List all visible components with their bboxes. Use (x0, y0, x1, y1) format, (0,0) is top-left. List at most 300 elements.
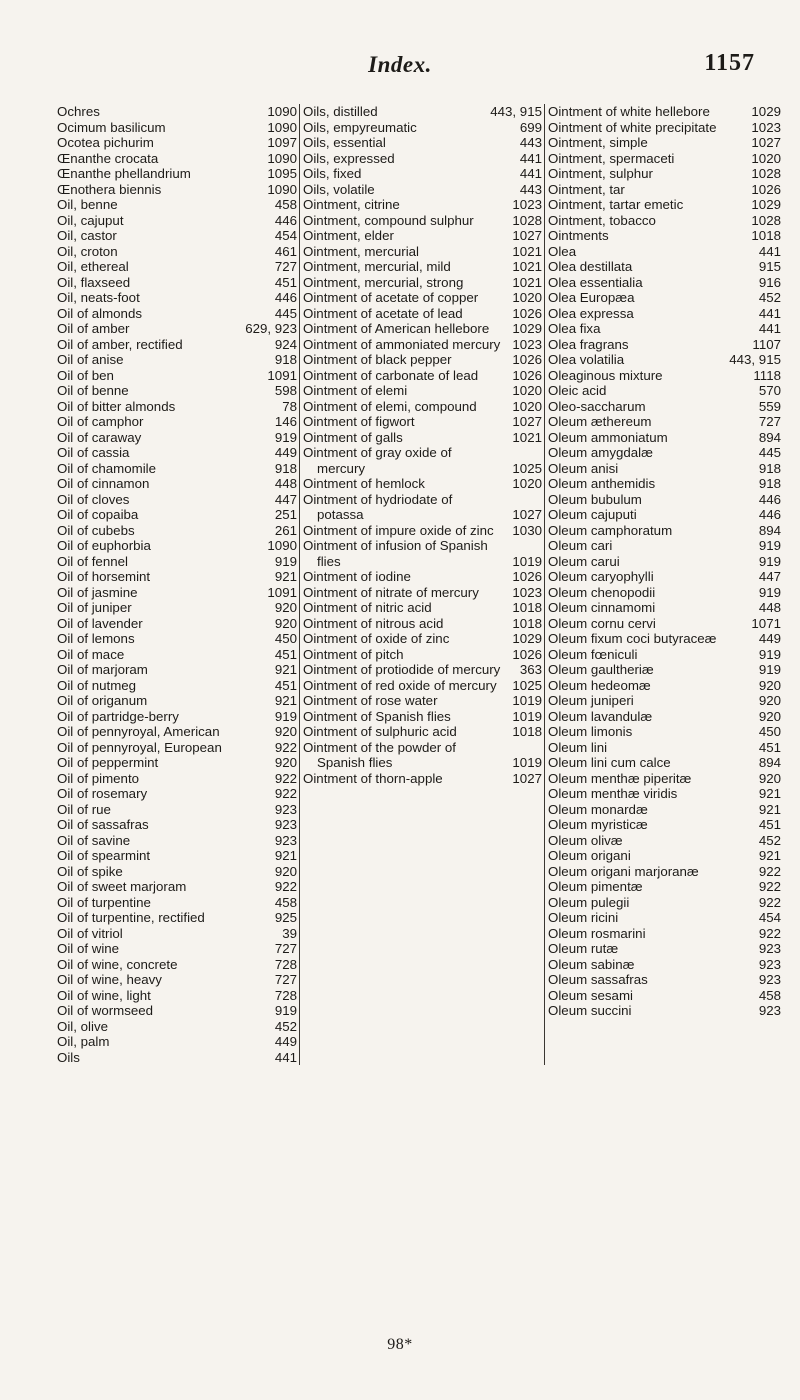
index-entry (303, 600, 542, 616)
index-page-ref: 39 (282, 925, 297, 941)
index-term: Oil of copaiba (57, 507, 139, 522)
index-page-ref: 1021 (512, 243, 542, 259)
index-page-ref: 1028 (751, 212, 781, 228)
index-term: Œnothera biennis (57, 181, 162, 197)
index-term: Ointment of gray oxide of mercury (303, 445, 452, 476)
index-term: Oleum origani marjoranæ (548, 863, 699, 879)
index-page-ref: 452 (274, 1018, 297, 1034)
index-term: Oil of peppermint (57, 755, 159, 770)
index-entry (57, 972, 297, 988)
index-term: Ointment, simple (548, 135, 648, 150)
index-page-ref: 448 (758, 600, 781, 615)
index-entry (57, 368, 297, 384)
index-entry (548, 631, 781, 647)
index-entry (548, 383, 781, 399)
index-term: Oil, castor (57, 228, 117, 243)
index-term: Oil, palm (57, 1034, 110, 1049)
index-page-ref: 1023 (751, 119, 781, 135)
index-page-ref: 1021 (512, 274, 542, 290)
index-term: Ointment of pitch (303, 646, 404, 662)
index-term: Ointment of nitric acid (303, 600, 432, 615)
index-page-ref: 919 (274, 708, 297, 724)
index-entry (303, 476, 542, 492)
index-entry (548, 290, 781, 306)
index-page-ref: 1027 (512, 414, 542, 429)
index-entry (57, 430, 297, 446)
index-term: Oleum monardæ (548, 801, 648, 817)
index-entry (548, 678, 781, 694)
index-entry (548, 910, 781, 926)
index-entry (548, 507, 781, 523)
index-page-ref: 921 (758, 801, 781, 817)
index-page-ref: 598 (274, 383, 297, 398)
index-page-ref: 924 (274, 336, 297, 352)
index-term: Oleum fœniculi (548, 646, 638, 662)
index-term: Oil of pimento (57, 770, 140, 786)
index-entry (548, 538, 781, 554)
index-term: Oils (57, 1049, 80, 1065)
index-page-ref: 1021 (512, 429, 542, 445)
index-entry (303, 740, 542, 771)
index-term: Ointment, mercurial, strong (303, 274, 464, 290)
index-page-ref: 922 (274, 739, 297, 755)
index-term: Oils, expressed (303, 150, 395, 166)
index-term: Oleum cari (548, 538, 613, 553)
index-term: Oil, benne (57, 197, 118, 212)
index-entry (303, 166, 542, 182)
index-term: Ointment of the powder of Spanish flies (303, 739, 456, 770)
index-page-ref: 922 (274, 786, 297, 801)
index-entry (57, 585, 297, 601)
index-term: Oleum æthereum (548, 414, 652, 429)
index-page-ref: 727 (274, 259, 297, 274)
index-term: Ointment of figwort (303, 414, 415, 429)
index-page-ref: 894 (758, 429, 781, 445)
index-term: Oil of origanum (57, 693, 148, 708)
index-term: Oil of pennyroyal, American (57, 724, 220, 739)
index-page-ref: 1027 (751, 135, 781, 150)
index-entry (57, 600, 297, 616)
index-term: Oil of nutmeg (57, 677, 137, 693)
index-term: Oil of rue (57, 801, 111, 817)
index-term: Oleum rosmarini (548, 925, 646, 941)
index-page-ref: 915 (758, 259, 781, 274)
index-entry (57, 755, 297, 771)
index-page-ref: 920 (758, 770, 781, 786)
signature-mark: 98* (387, 1336, 413, 1353)
index-page-ref: 1029 (751, 197, 781, 212)
index-entry (303, 492, 542, 523)
index-term: Oil of anise (57, 352, 124, 367)
index-page-ref: 451 (758, 739, 781, 755)
index-term: Oleum hedeomæ (548, 677, 651, 693)
index-term: Oil of benne (57, 383, 129, 398)
index-entry (303, 724, 542, 740)
index-page-ref: 1019 (512, 553, 542, 569)
index-page-ref: 1023 (512, 197, 542, 212)
index-entry (303, 569, 542, 585)
index-page-ref: 919 (274, 1003, 297, 1018)
index-term: Oil of wine, heavy (57, 972, 162, 987)
index-term: Oil of lavender (57, 615, 143, 631)
index-page-ref: 441 (758, 243, 781, 259)
index-page-ref: 920 (758, 708, 781, 724)
index-page-ref: 458 (758, 987, 781, 1003)
index-entry (57, 1003, 297, 1019)
index-term: Oil of turpentine, rectified (57, 910, 205, 925)
index-page-ref: 922 (758, 894, 781, 910)
index-term: Ointment of galls (303, 429, 403, 445)
index-entry (548, 755, 781, 771)
index-page-ref: 894 (758, 755, 781, 770)
index-page-ref: 1020 (512, 290, 542, 305)
index-entry (57, 414, 297, 430)
index-page-ref: 727 (758, 414, 781, 429)
index-page-ref: 1018 (512, 600, 542, 615)
index-entry (548, 259, 781, 275)
index-entry (548, 724, 781, 740)
index-term: Ointment of infusion of Spanish flies (303, 538, 488, 569)
index-term: Oleum limonis (548, 724, 633, 739)
index-term: Œnanthe crocata (57, 150, 159, 166)
index-entry (548, 461, 781, 477)
index-term: Oil of camphor (57, 414, 144, 429)
index-term: Oil of cloves (57, 491, 130, 507)
index-entry (548, 848, 781, 864)
index-entry (548, 399, 781, 415)
index-page-ref: 559 (758, 398, 781, 414)
index-entry (303, 182, 542, 198)
index-term: Oils, distilled (303, 104, 378, 119)
index-entry (303, 523, 542, 539)
index-term: Oil of fennel (57, 553, 128, 569)
index-term: Oil of lemons (57, 631, 135, 646)
index-term: Olea destillata (548, 259, 633, 274)
index-page-ref: 1020 (512, 383, 542, 398)
index-term: Olea (548, 243, 577, 259)
index-term: Ointment of acetate of lead (303, 305, 463, 321)
index-entry (548, 740, 781, 756)
index-page-ref: 458 (274, 894, 297, 910)
index-entry (57, 399, 297, 415)
index-page-ref: 1026 (512, 305, 542, 321)
index-term: Oil of mace (57, 646, 125, 662)
index-term: Oleum chenopodii (548, 584, 656, 600)
index-term: Ochres (57, 104, 100, 119)
index-term: Ointment, tar (548, 181, 625, 197)
index-page-ref: 916 (758, 274, 781, 290)
index-page-ref: 450 (758, 724, 781, 739)
index-entry (548, 569, 781, 585)
index-entry (303, 290, 542, 306)
index-entry (548, 244, 781, 260)
index-term: Oil of turpentine (57, 894, 151, 910)
index-entry (548, 352, 781, 368)
index-page-ref: 449 (274, 445, 297, 460)
index-page-ref: 443, 915 (490, 104, 542, 119)
index-entry (57, 197, 297, 213)
index-page-ref: 918 (758, 460, 781, 476)
index-entry (57, 151, 297, 167)
index-page-ref: 441 (758, 305, 781, 321)
index-page-ref: 451 (274, 677, 297, 693)
index-entry (57, 507, 297, 523)
index-entry (57, 740, 297, 756)
index-entry (57, 848, 297, 864)
index-term: Oil, flaxseed (57, 274, 131, 290)
index-entry (303, 693, 542, 709)
index-page-ref: 1026 (512, 646, 542, 662)
index-page-ref: 920 (274, 600, 297, 615)
index-page-ref: 454 (274, 228, 297, 243)
index-page-ref: 921 (274, 662, 297, 677)
index-entry (57, 879, 297, 895)
index-term: Oleo-saccharum (548, 398, 646, 414)
index-term: Oil of almonds (57, 305, 142, 321)
index-term: Oleum ricini (548, 910, 619, 925)
index-entry (57, 554, 297, 570)
index-entry (57, 647, 297, 663)
index-page-ref: 1091 (267, 584, 297, 600)
index-page-ref: 894 (758, 522, 781, 538)
index-term: Oleum bubulum (548, 491, 642, 507)
index-entry (57, 352, 297, 368)
index-term: Olea fragrans (548, 336, 629, 352)
index-term: Oil, neats-foot (57, 290, 140, 305)
index-term: Oil of bitter almonds (57, 398, 176, 414)
index-page-ref: 918 (274, 460, 297, 476)
index-term: Oleum pimentæ (548, 879, 643, 894)
index-term: Oleum lini cum calce (548, 755, 671, 770)
index-term: Ointment of white hellebore (548, 104, 710, 119)
index-entry (548, 817, 781, 833)
index-page-ref: 1020 (512, 398, 542, 414)
index-page-ref: 1091 (267, 367, 297, 383)
index-page-ref: 447 (758, 569, 781, 584)
index-entry (548, 879, 781, 895)
index-entry (548, 647, 781, 663)
index-page-ref: 446 (274, 212, 297, 228)
index-page-ref: 443 (519, 135, 542, 150)
index-entry (548, 476, 781, 492)
index-entry (303, 414, 542, 430)
index-page-ref: 1090 (267, 538, 297, 553)
index-page-ref: 363 (519, 662, 542, 677)
index-entry (548, 182, 781, 198)
index-page-ref: 1018 (751, 228, 781, 243)
index-entry (548, 337, 781, 353)
index-term: Oleum rutæ (548, 941, 619, 956)
index-term: Oil of marjoram (57, 662, 148, 677)
index-entry (57, 631, 297, 647)
index-page-ref: 921 (274, 693, 297, 708)
index-term: Oil of vitriol (57, 925, 123, 941)
index-page-ref: 1019 (512, 693, 542, 708)
index-entry (303, 104, 542, 120)
index-entry (548, 554, 781, 570)
index-entry (57, 476, 297, 492)
index-term: Oils, empyreumatic (303, 119, 417, 135)
index-term: Ointment of thorn-apple (303, 770, 443, 786)
index-term: Ointment of black pepper (303, 352, 452, 367)
index-entry (548, 430, 781, 446)
index-page-ref: 1020 (512, 476, 542, 491)
index-term: Oleum anthemidis (548, 476, 656, 491)
index-page-ref: 920 (274, 615, 297, 631)
index-page-ref: 454 (758, 910, 781, 925)
index-page-ref: 923 (274, 801, 297, 817)
index-term: Ointment, mercurial, mild (303, 259, 451, 274)
index-columns (57, 104, 783, 1065)
index-page-ref: 1118 (753, 367, 781, 383)
index-page-ref: 923 (274, 817, 297, 832)
index-term: Ointment of red oxide of mercury (303, 677, 497, 693)
index-term: Ointment of ammoniated mercury (303, 336, 501, 352)
index-entry (548, 104, 781, 120)
index-page-ref: 919 (758, 662, 781, 677)
index-entry (548, 321, 781, 337)
index-entry (548, 833, 781, 849)
index-term: Ointment, tartar emetic (548, 197, 684, 212)
index-entry (548, 213, 781, 229)
index-term: Oil of juniper (57, 600, 132, 615)
index-entry (303, 445, 542, 476)
index-entry (548, 926, 781, 942)
index-entry (57, 182, 297, 198)
index-page-ref: 452 (758, 290, 781, 305)
index-entry (303, 352, 542, 368)
index-term: Ointment, mercurial (303, 243, 420, 259)
index-entry (303, 213, 542, 229)
index-entry (57, 895, 297, 911)
index-term: Oleum olivæ (548, 832, 623, 848)
index-term: Oleum pulegii (548, 894, 630, 910)
index-entry (548, 306, 781, 322)
index-term: Œnanthe phellandrium (57, 166, 191, 181)
index-term: Oleum sabinæ (548, 956, 635, 972)
index-page-ref: 923 (758, 972, 781, 987)
index-page-ref: 922 (758, 925, 781, 941)
index-term: Olea expressa (548, 305, 634, 321)
index-column-3 (544, 104, 783, 1065)
index-entry (548, 197, 781, 213)
index-term: Oils, fixed (303, 166, 362, 181)
index-term: Oleic acid (548, 383, 607, 398)
index-page-ref: 728 (274, 987, 297, 1003)
index-page-ref: 921 (274, 569, 297, 584)
index-term: Oil of caraway (57, 429, 142, 445)
index-term: Ointment, compound sulphur (303, 212, 474, 228)
index-term: Oil of pennyroyal, European (57, 739, 222, 755)
index-page-ref: 1090 (267, 150, 297, 166)
index-term: Oleum fixum coci butyraceæ (548, 631, 717, 646)
index-entry (548, 368, 781, 384)
index-entry (303, 538, 542, 569)
index-page-ref: 919 (758, 538, 781, 553)
index-entry (303, 244, 542, 260)
index-page-ref: 922 (758, 879, 781, 894)
index-page-ref: 921 (758, 848, 781, 863)
index-entry (303, 135, 542, 151)
index-page-ref: 1090 (267, 181, 297, 197)
index-entry (303, 306, 542, 322)
index-term: Ointment of white precipitate (548, 119, 717, 135)
index-page-ref: 451 (274, 274, 297, 290)
index-entry (57, 910, 297, 926)
index-term: Oleum cinnamomi (548, 600, 656, 615)
index-page-ref: 1019 (512, 755, 542, 770)
index-term: Oil of sassafras (57, 817, 149, 832)
index-page-ref: 449 (274, 1034, 297, 1049)
index-term: Ointment of rose water (303, 693, 438, 708)
index-page-ref: 727 (274, 941, 297, 956)
index-page-ref: 1071 (751, 615, 781, 631)
index-entry (303, 647, 542, 663)
index-term: Oil of cassia (57, 445, 130, 460)
index-page-ref: 699 (519, 119, 542, 135)
index-page-ref: 1026 (751, 181, 781, 197)
index-term: Oleum cajuputi (548, 507, 637, 522)
index-term: Oil of spearmint (57, 848, 151, 863)
index-term: Ointment, citrine (303, 197, 400, 212)
index-term: Ointment of carbonate of lead (303, 367, 479, 383)
index-term: Ointment of acetate of copper (303, 290, 479, 305)
index-entry (57, 523, 297, 539)
index-term: Oleum gaultheriæ (548, 662, 654, 677)
index-entry (303, 321, 542, 337)
index-term: Ointment of iodine (303, 569, 411, 584)
index-entry (548, 941, 781, 957)
index-page-ref: 1029 (751, 104, 781, 119)
index-term: Olea volatilia (548, 352, 625, 367)
index-entry (548, 585, 781, 601)
index-entry (303, 771, 542, 787)
index-page-ref: 448 (274, 476, 297, 491)
index-page-ref: 1021 (512, 259, 542, 274)
index-entry (548, 523, 781, 539)
index-term: Oleum cornu cervi (548, 615, 656, 631)
index-page-ref: 1023 (512, 584, 542, 600)
index-entry (57, 538, 297, 554)
index-term: Oleum anisi (548, 460, 619, 476)
index-term: Oleaginous mixture (548, 367, 663, 383)
index-page-ref: 261 (274, 522, 297, 538)
index-page-ref: 919 (274, 553, 297, 569)
index-term: Oleum sesami (548, 987, 633, 1003)
index-entry (548, 802, 781, 818)
index-entry (57, 988, 297, 1004)
index-page-ref: 1029 (512, 321, 542, 336)
index-entry (57, 802, 297, 818)
index-page-ref: 451 (758, 817, 781, 832)
index-entry (548, 864, 781, 880)
index-term: Oil of partridge-berry (57, 708, 179, 724)
index-entry (548, 414, 781, 430)
index-entry (57, 724, 297, 740)
index-page-ref: 446 (758, 491, 781, 507)
index-page-ref: 923 (758, 956, 781, 972)
index-page-ref: 445 (274, 305, 297, 321)
index-term: Oil of cubebs (57, 522, 135, 538)
index-entry (548, 662, 781, 678)
index-term: Olea fixa (548, 321, 601, 336)
index-entry (303, 616, 542, 632)
page-number: 1157 (704, 50, 755, 76)
index-entry (303, 275, 542, 291)
index-entry (57, 290, 297, 306)
index-page-ref: 921 (758, 786, 781, 801)
index-term: Oleum caryophylli (548, 569, 654, 584)
